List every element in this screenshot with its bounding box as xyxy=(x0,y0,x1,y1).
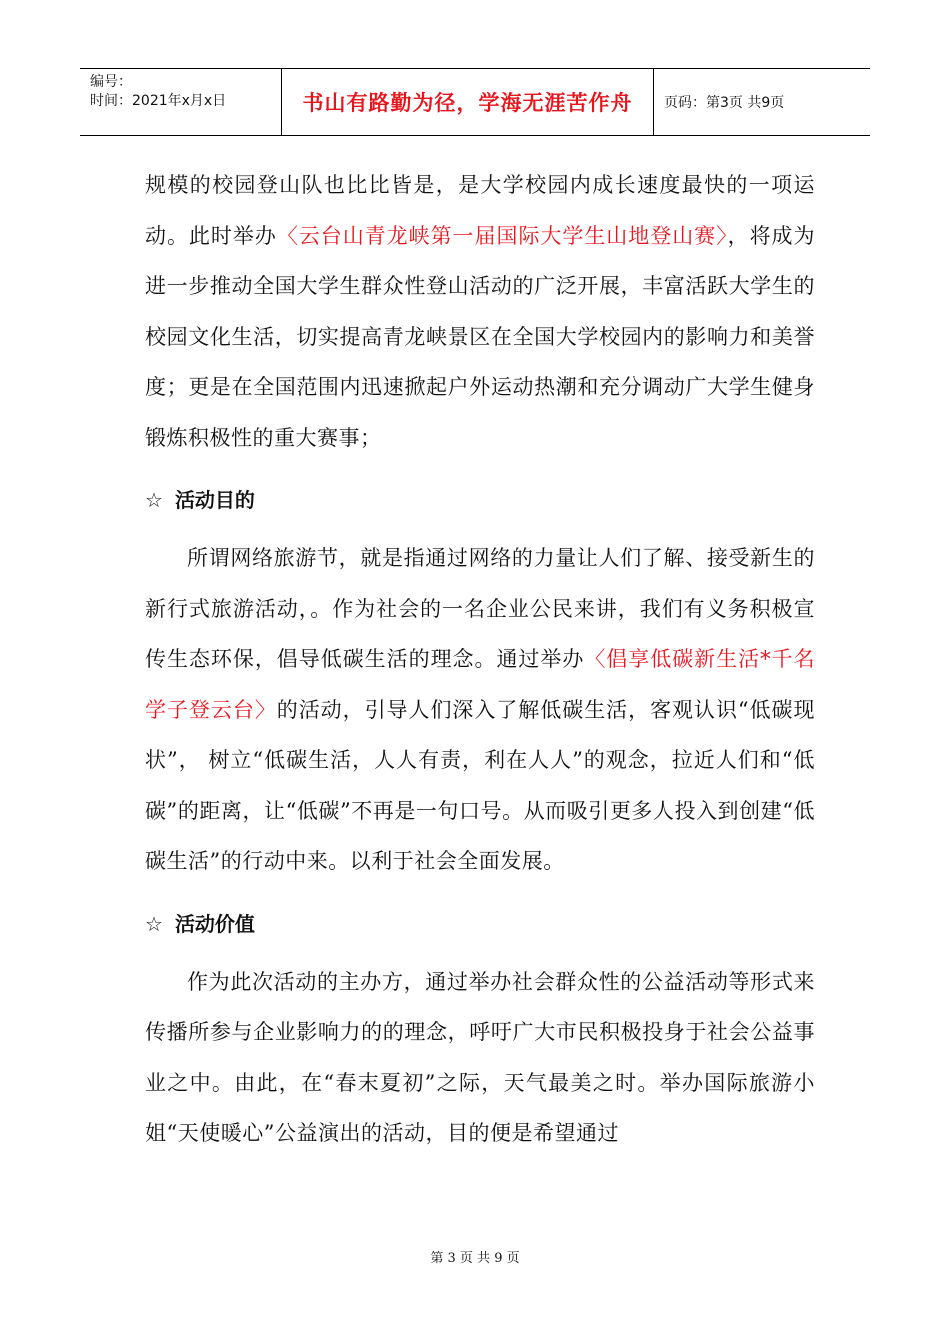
paragraph-3: 作为此次活动的主办方，通过举办社会群众性的公益活动等形式来传播所参与企业影响力的的理念，呼吁广大市民积极投身于社会公益事业之中。由此，在“春末夏初”之际，天气最美之时。举办国际旅游小姐“天使暖心”公益演出的活动，目的便是希望通过 xyxy=(145,969,815,1145)
paragraph-2-text-a: 所谓网络旅游节，就是指通过网络的力量让人们了解、接受新生的新行式旅游活动，。作为社会的一名企业公民来讲，我们有义务积极宣传生态环保，倡导低碳生活的理念。通过举办 xyxy=(145,546,815,671)
event-title-1: 〈云台山青龙峡第一届国际大学生山地登山赛〉 xyxy=(276,223,728,248)
paragraph-2 xyxy=(145,533,815,887)
paragraph-1 xyxy=(145,160,815,463)
star-icon: ☆ xyxy=(145,488,163,512)
section-heading-value xyxy=(145,899,815,949)
section-heading-purpose-text: 活动目的 xyxy=(174,488,255,512)
paragraph-1-text-b: ，将成为进一步推动全国大学生群众性登山活动的广泛开展，丰富活跃大学生的校园文化生活，切实提高青龙峡景区在全国大学校园内的影响力和美誉度；更是在全国范围内迅速掀起户外运动热潮和充分调动广大学生健身锻炼积极性的重大赛事； xyxy=(145,223,816,450)
page-header xyxy=(80,68,870,136)
star-icon: ☆ xyxy=(145,911,163,936)
section-heading-value-text: 活动价值 xyxy=(174,911,255,936)
paragraph-1-text-a: 规模的校园登山队也比比皆是，是大学校园内成长速度最快的一项运动。此时举办 xyxy=(145,173,815,248)
document-body xyxy=(145,160,815,1159)
section-heading-purpose xyxy=(145,475,815,525)
header-meta-cell xyxy=(80,69,282,135)
header-number-label: 编号： xyxy=(90,74,132,90)
header-motto: 书山有路勤为径，学海无涯苦作舟 xyxy=(282,69,654,135)
header-time-label: 时间：2021年x月x日 xyxy=(90,93,227,109)
event-title-2: 〈倡享低碳新生活*千名学子登云台〉 xyxy=(145,647,816,722)
paragraph-2-text-b: 的活动，引导人们深入了解低碳生活，客观认识“低碳现状”， 树立“低碳生活，人人有责，利在人人”的观念，拉近人们和“低碳”的距离，让“低碳”不再是一句口号。从而吸引更多人投入到创建“低碳生活”的行动中来。以利于社会全面发展。 xyxy=(145,697,816,873)
page-footer: 第 3 页 共 9 页 xyxy=(430,1251,520,1266)
header-page-info: 页码：第3页 共9页 xyxy=(664,95,785,111)
